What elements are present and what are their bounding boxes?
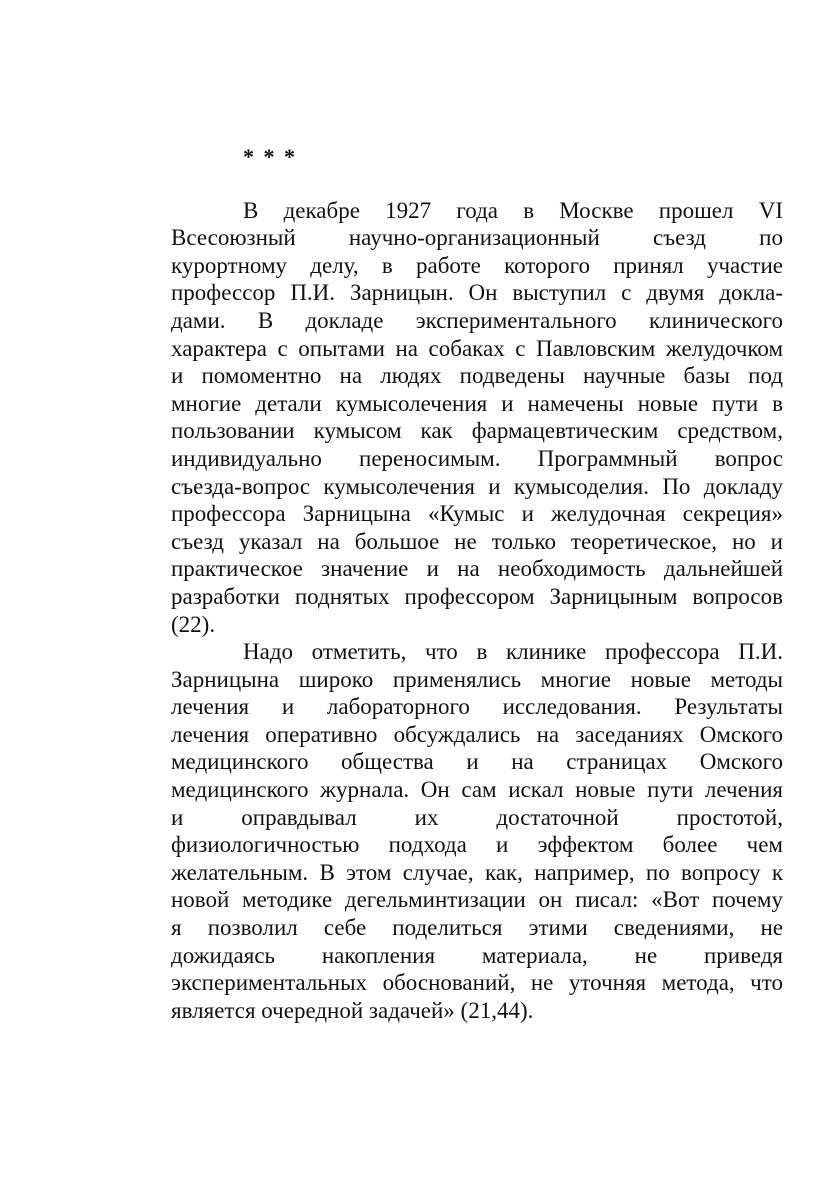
- text-line: (22).: [171, 611, 216, 637]
- text-line: съезда-вопрос кумысолечения и кумысоделия. По докладу: [171, 473, 783, 499]
- text-line: съезд указал на большое не только теоретическое, но и: [171, 528, 783, 554]
- text-line: новой методике дегельминтизации он писал: «Вот почему: [171, 887, 783, 913]
- document-body: [171, 143, 783, 1024]
- text-line: является очередной задачей» (21,44).: [171, 997, 534, 1023]
- text-line: практическое значение и на необходимость дальнейшей: [171, 556, 783, 582]
- text-line: многие детали кумысолечения и намечены новые пути в: [171, 390, 783, 416]
- text-line: физиологичностью подхода и эффектом более чем: [171, 832, 783, 858]
- paragraph: [171, 197, 783, 639]
- paragraph: [171, 638, 783, 1024]
- text-line: экспериментальных обоснований, не уточняя метода, что: [171, 970, 783, 996]
- text-line: и помоментно на людях подведены научные базы под: [171, 363, 783, 389]
- text-line: профессора Зарницына «Кумыс и желудочная секреция»: [171, 501, 783, 527]
- text-line: разработки поднятых профессором Зарницыным вопросов: [171, 583, 783, 609]
- section-separator: * * *: [243, 144, 297, 169]
- text-line: дами. В докладе экспериментального клинического: [171, 307, 783, 333]
- text-line: курортному делу, в работе которого принял участие: [171, 252, 783, 278]
- text-line: желательным. В этом случае, как, например, по вопросу к: [171, 859, 783, 885]
- text-line: дожидаясь накопления материала, не приведя: [171, 942, 783, 968]
- text-line: лечения и лабораторного исследования. Результаты: [171, 694, 783, 720]
- text-line: медицинского общества и на страницах Омского: [171, 749, 783, 775]
- text-line: и оправдывал их достаточной простотой,: [171, 804, 783, 830]
- text-line: индивидуально переносимым. Программный вопрос: [171, 445, 783, 471]
- text-line: Зарницына широко применялись многие новые методы: [171, 666, 783, 692]
- text-line: медицинского журнала. Он сам искал новые пути лечения: [171, 777, 783, 803]
- text-line: В декабре 1927 года в Москве прошел VI: [243, 197, 783, 223]
- text-line: я позволил себе поделиться этими сведениями, не: [171, 915, 783, 941]
- text-line: пользовании кумысом как фармацевтическим средством,: [171, 418, 783, 444]
- text-line: Надо отметить, что в клинике профессора П.И.: [243, 639, 783, 665]
- paragraphs-container: [171, 197, 783, 1025]
- text-line: лечения оперативно обсуждались на заседаниях Омского: [171, 721, 783, 747]
- text-line: характера с опытами на собаках с Павловским желудочком: [171, 335, 783, 361]
- text-line: профессор П.И. Зарницын. Он выступил с двумя докла-: [171, 280, 783, 306]
- text-line: Всесоюзный научно-организационный съезд по: [171, 225, 783, 251]
